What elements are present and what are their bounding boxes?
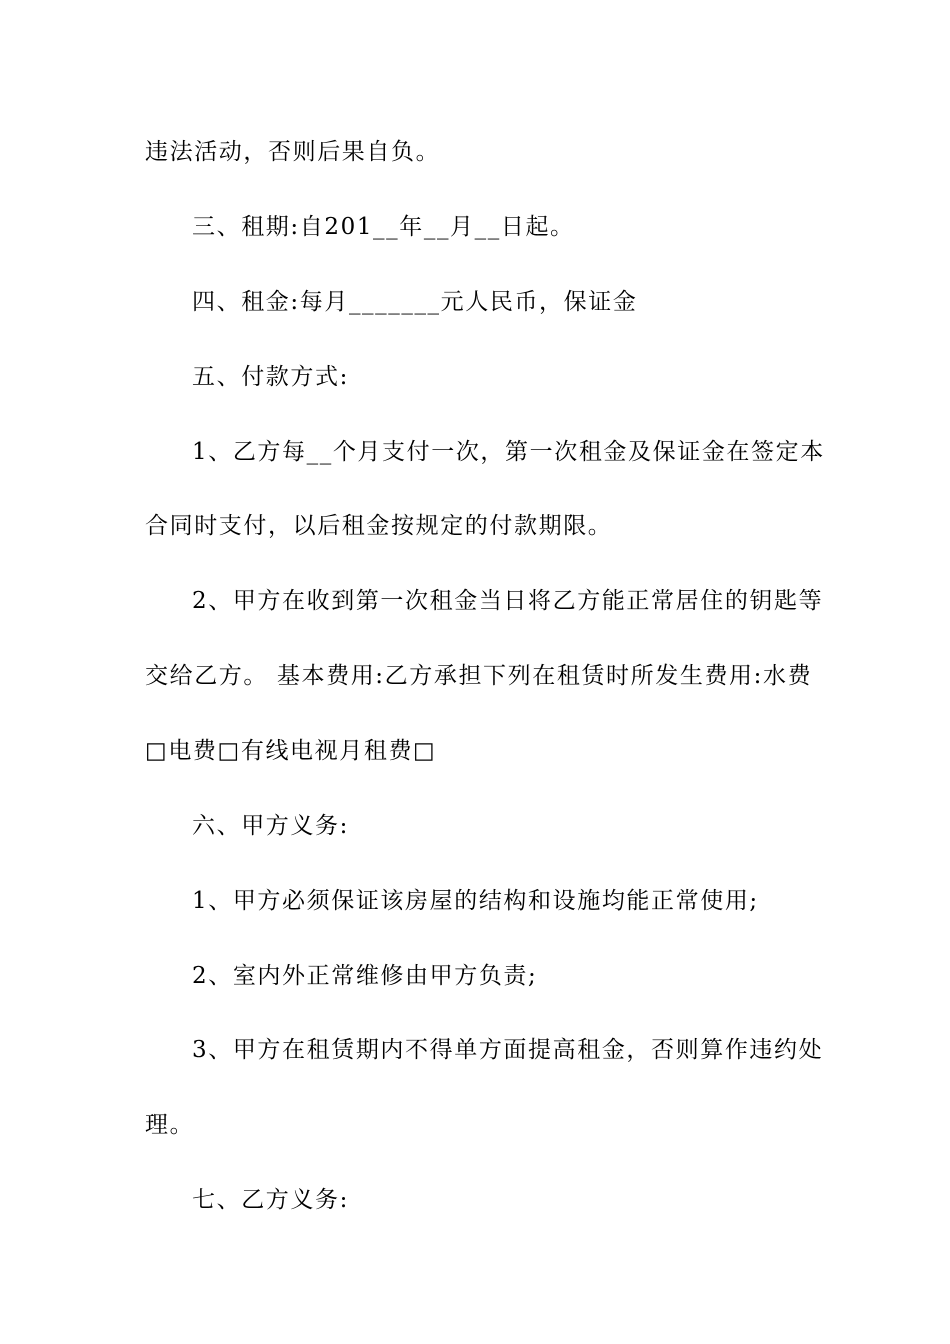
text-line: 1、乙方每__个月支付一次，第一次租金及保证金在签定本 bbox=[192, 439, 825, 465]
text-line: 违法活动，否则后果自负。 bbox=[145, 139, 441, 165]
text-line: 理。 bbox=[145, 1112, 195, 1138]
section-party-a-heading: 六、甲方义务: bbox=[192, 813, 349, 839]
text-line: 交给乙方。 基本费用:乙方承担下列在租赁时所发生费用:水费 bbox=[145, 663, 813, 689]
text-line: 合同时支付，以后租金按规定的付款期限。 bbox=[145, 513, 613, 539]
section-rent: 四、租金:每月_______元人民币，保证金 bbox=[192, 289, 638, 315]
section-payment-heading: 五、付款方式: bbox=[192, 364, 349, 390]
text-line: 2、室内外正常维修由甲方负责; bbox=[192, 963, 538, 989]
text-line: □电费□有线电视月租费□ bbox=[145, 738, 437, 764]
section-party-b-heading: 七、乙方义务: bbox=[192, 1187, 349, 1213]
text-line: 1、甲方必须保证该房屋的结构和设施均能正常使用; bbox=[192, 888, 759, 914]
text-line: 3、甲方在租赁期内不得单方面提高租金，否则算作违约处 bbox=[192, 1037, 824, 1063]
text-line: 2、甲方在收到第一次租金当日将乙方能正常居住的钥匙等 bbox=[192, 588, 824, 614]
section-lease-term: 三、租期:自201__年__月__日起。 bbox=[192, 214, 575, 240]
